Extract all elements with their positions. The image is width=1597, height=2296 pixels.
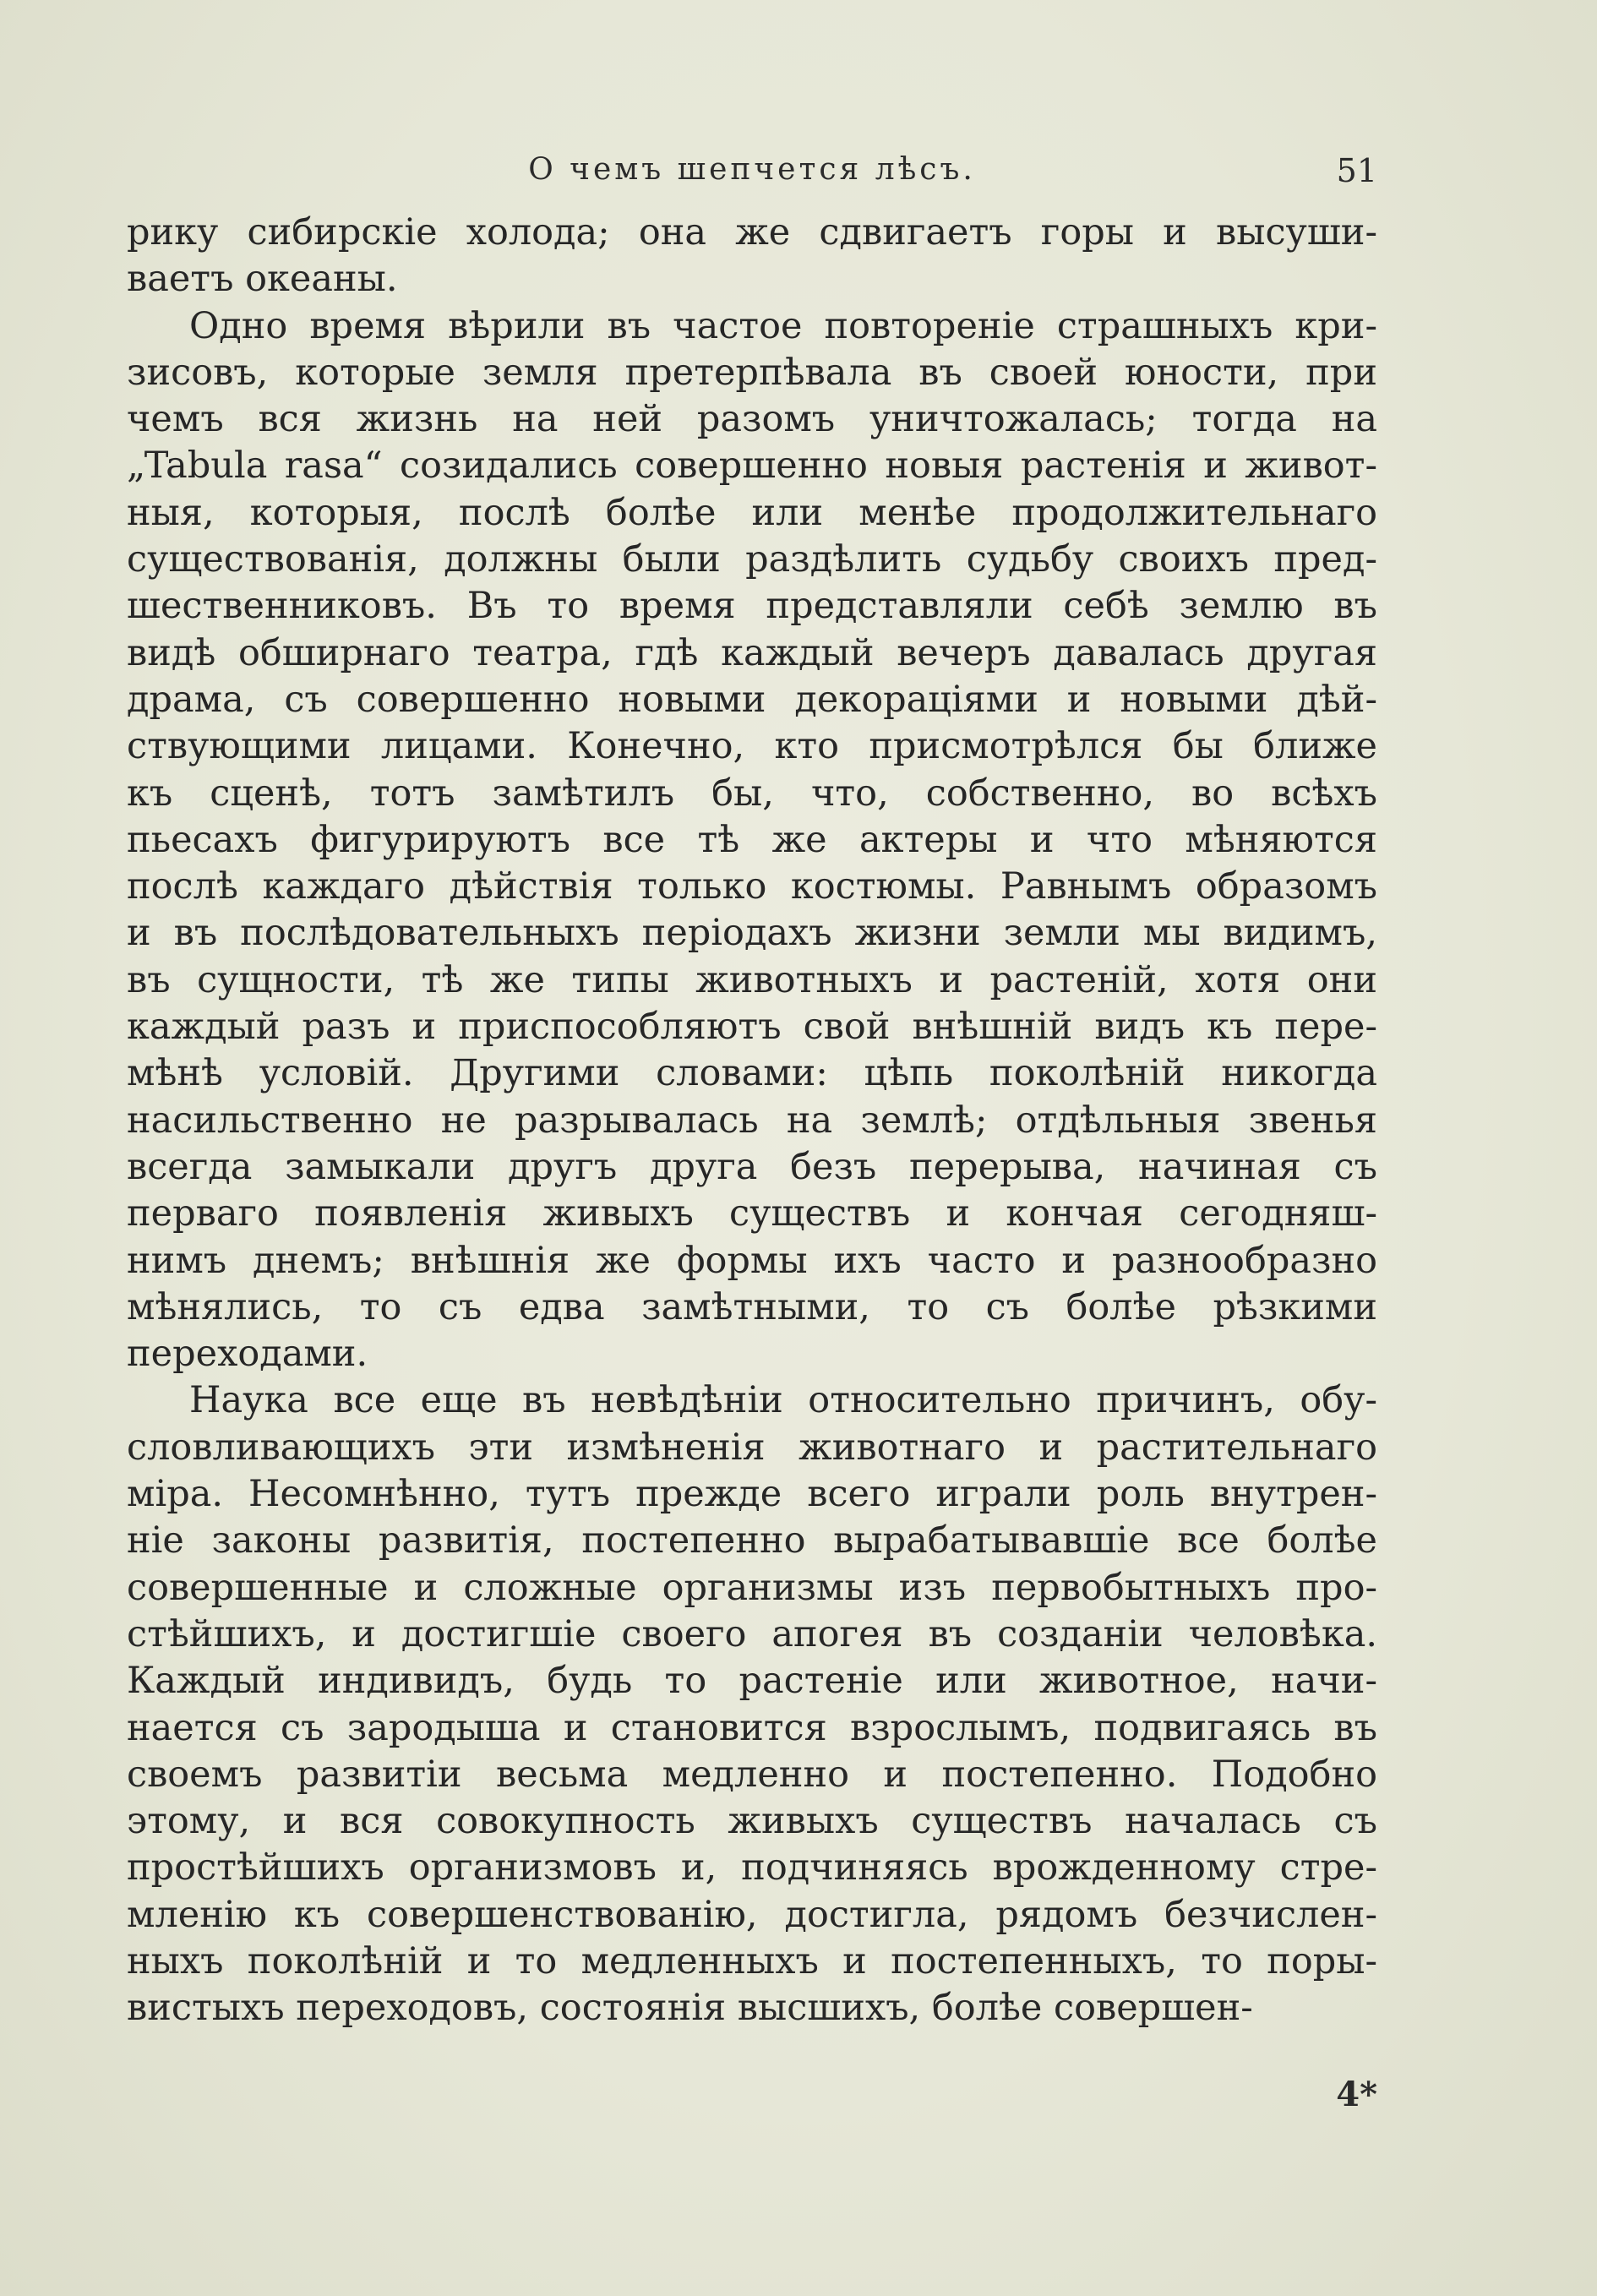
text-line: пьесахъ фигурируютъ все тѣ же актеры и что мѣняются (127, 818, 1377, 861)
running-head (127, 152, 1377, 196)
text-line: существованія, должны были раздѣлить судьбу своихъ пред- (127, 538, 1377, 581)
page-number: 51 (1336, 152, 1377, 189)
text-line: міра. Несомнѣнно, тутъ прежде всего играли роль внутрен- (127, 1473, 1377, 1516)
text-line: ныя, которыя, послѣ болѣе или менѣе продолжительнаго (127, 491, 1377, 534)
text-line: Каждый индивидъ, будь то растеніе или животное, начи- (127, 1660, 1377, 1703)
text-line: словливающихъ эти измѣненія животнаго и растительнаго (127, 1426, 1377, 1469)
text-line: стѣйшихъ, и достигшіе своего апогея въ созданіи человѣка. (127, 1612, 1377, 1655)
text-line: мѣнялись, то съ едва замѣтными, то съ болѣе рѣзкими (127, 1285, 1377, 1328)
text-line: вистыхъ переходовъ, состоянія высшихъ, болѣе совершен- (127, 1987, 1253, 2030)
body-text (127, 210, 1377, 2032)
text-line: ныхъ поколѣній и то медленныхъ и постепенныхъ, то поры- (127, 1939, 1377, 1982)
text-line: Одно время вѣрили въ частое повтореніе страшныхъ кри- (189, 304, 1377, 347)
text-line: перваго появленія живыхъ существъ и кончая сегодняш- (127, 1192, 1377, 1235)
text-line: нается съ зародыша и становится взрослымъ, подвигаясь въ (127, 1706, 1377, 1749)
text-line: совершенные и сложные организмы изъ первобытныхъ про- (127, 1566, 1377, 1609)
text-line: рику сибирскіе холода; она же сдвигаетъ горы и высуши- (127, 211, 1377, 254)
text-line: мленію къ совершенствованію, достигла, рядомъ безчислен- (127, 1893, 1377, 1936)
text-line: простѣйшихъ организмовъ и, подчиняясь врожденному стре- (127, 1846, 1377, 1890)
text-line: переходами. (127, 1333, 368, 1376)
text-line: „Tabula rasa“ созидались совершенно новыя растенія и живот- (127, 444, 1377, 488)
text-line: и въ послѣдовательныхъ періодахъ жизни земли мы видимъ, (127, 912, 1377, 955)
text-line: къ сценѣ, тотъ замѣтилъ бы, что, собственно, во всѣхъ (127, 772, 1377, 815)
text-line: драма, съ совершенно новыми декораціями и новыми дѣй- (127, 678, 1377, 721)
text-line: ваетъ океаны. (127, 258, 398, 301)
text-line: Наука все еще въ невѣдѣніи относительно причинъ, обу- (189, 1379, 1377, 1422)
text-line: послѣ каждаго дѣйствія только костюмы. Равнымъ образомъ (127, 865, 1377, 908)
text-line: чемъ вся жизнь на ней разомъ уничтожалась; тогда на (127, 398, 1377, 441)
running-title: О чемъ шепчется лѣсъ. (528, 152, 976, 187)
text-line: шественниковъ. Въ то время представляли себѣ землю въ (127, 585, 1377, 628)
text-line: каждый разъ и приспособляютъ свой внѣшній видъ къ пере- (127, 1006, 1377, 1049)
paragraph (127, 303, 1377, 1378)
text-line: нимъ днемъ; внѣшнія же формы ихъ часто и разнообразно (127, 1239, 1377, 1282)
text-line: ніе законы развитія, постепенно вырабатывавшіе все болѣе (127, 1519, 1377, 1562)
signature-mark: 4* (1336, 2075, 1377, 2114)
text-line: насильственно не разрывалась на землѣ; отдѣльныя звенья (127, 1099, 1377, 1142)
paragraph (127, 1377, 1377, 2031)
text-line: всегда замыкали другъ друга безъ перерыва, начиная съ (127, 1145, 1377, 1188)
text-line: мѣнѣ условій. Другими словами: цѣпь поколѣній никогда (127, 1052, 1377, 1095)
text-line: этому, и вся совокупность живыхъ существъ началась съ (127, 1800, 1377, 1843)
text-line: видѣ обширнаго театра, гдѣ каждый вечеръ давалась другая (127, 631, 1377, 674)
text-line: зисовъ, которые земля претерпѣвала въ своей юности, при (127, 351, 1377, 394)
text-line: ствующими лицами. Конечно, кто присмотрѣлся бы ближе (127, 725, 1377, 768)
paragraph (127, 210, 1377, 303)
text-line: своемъ развитіи весьма медленно и постепенно. Подобно (127, 1753, 1377, 1796)
text-line: въ сущности, тѣ же типы животныхъ и растеній, хотя они (127, 958, 1377, 1001)
